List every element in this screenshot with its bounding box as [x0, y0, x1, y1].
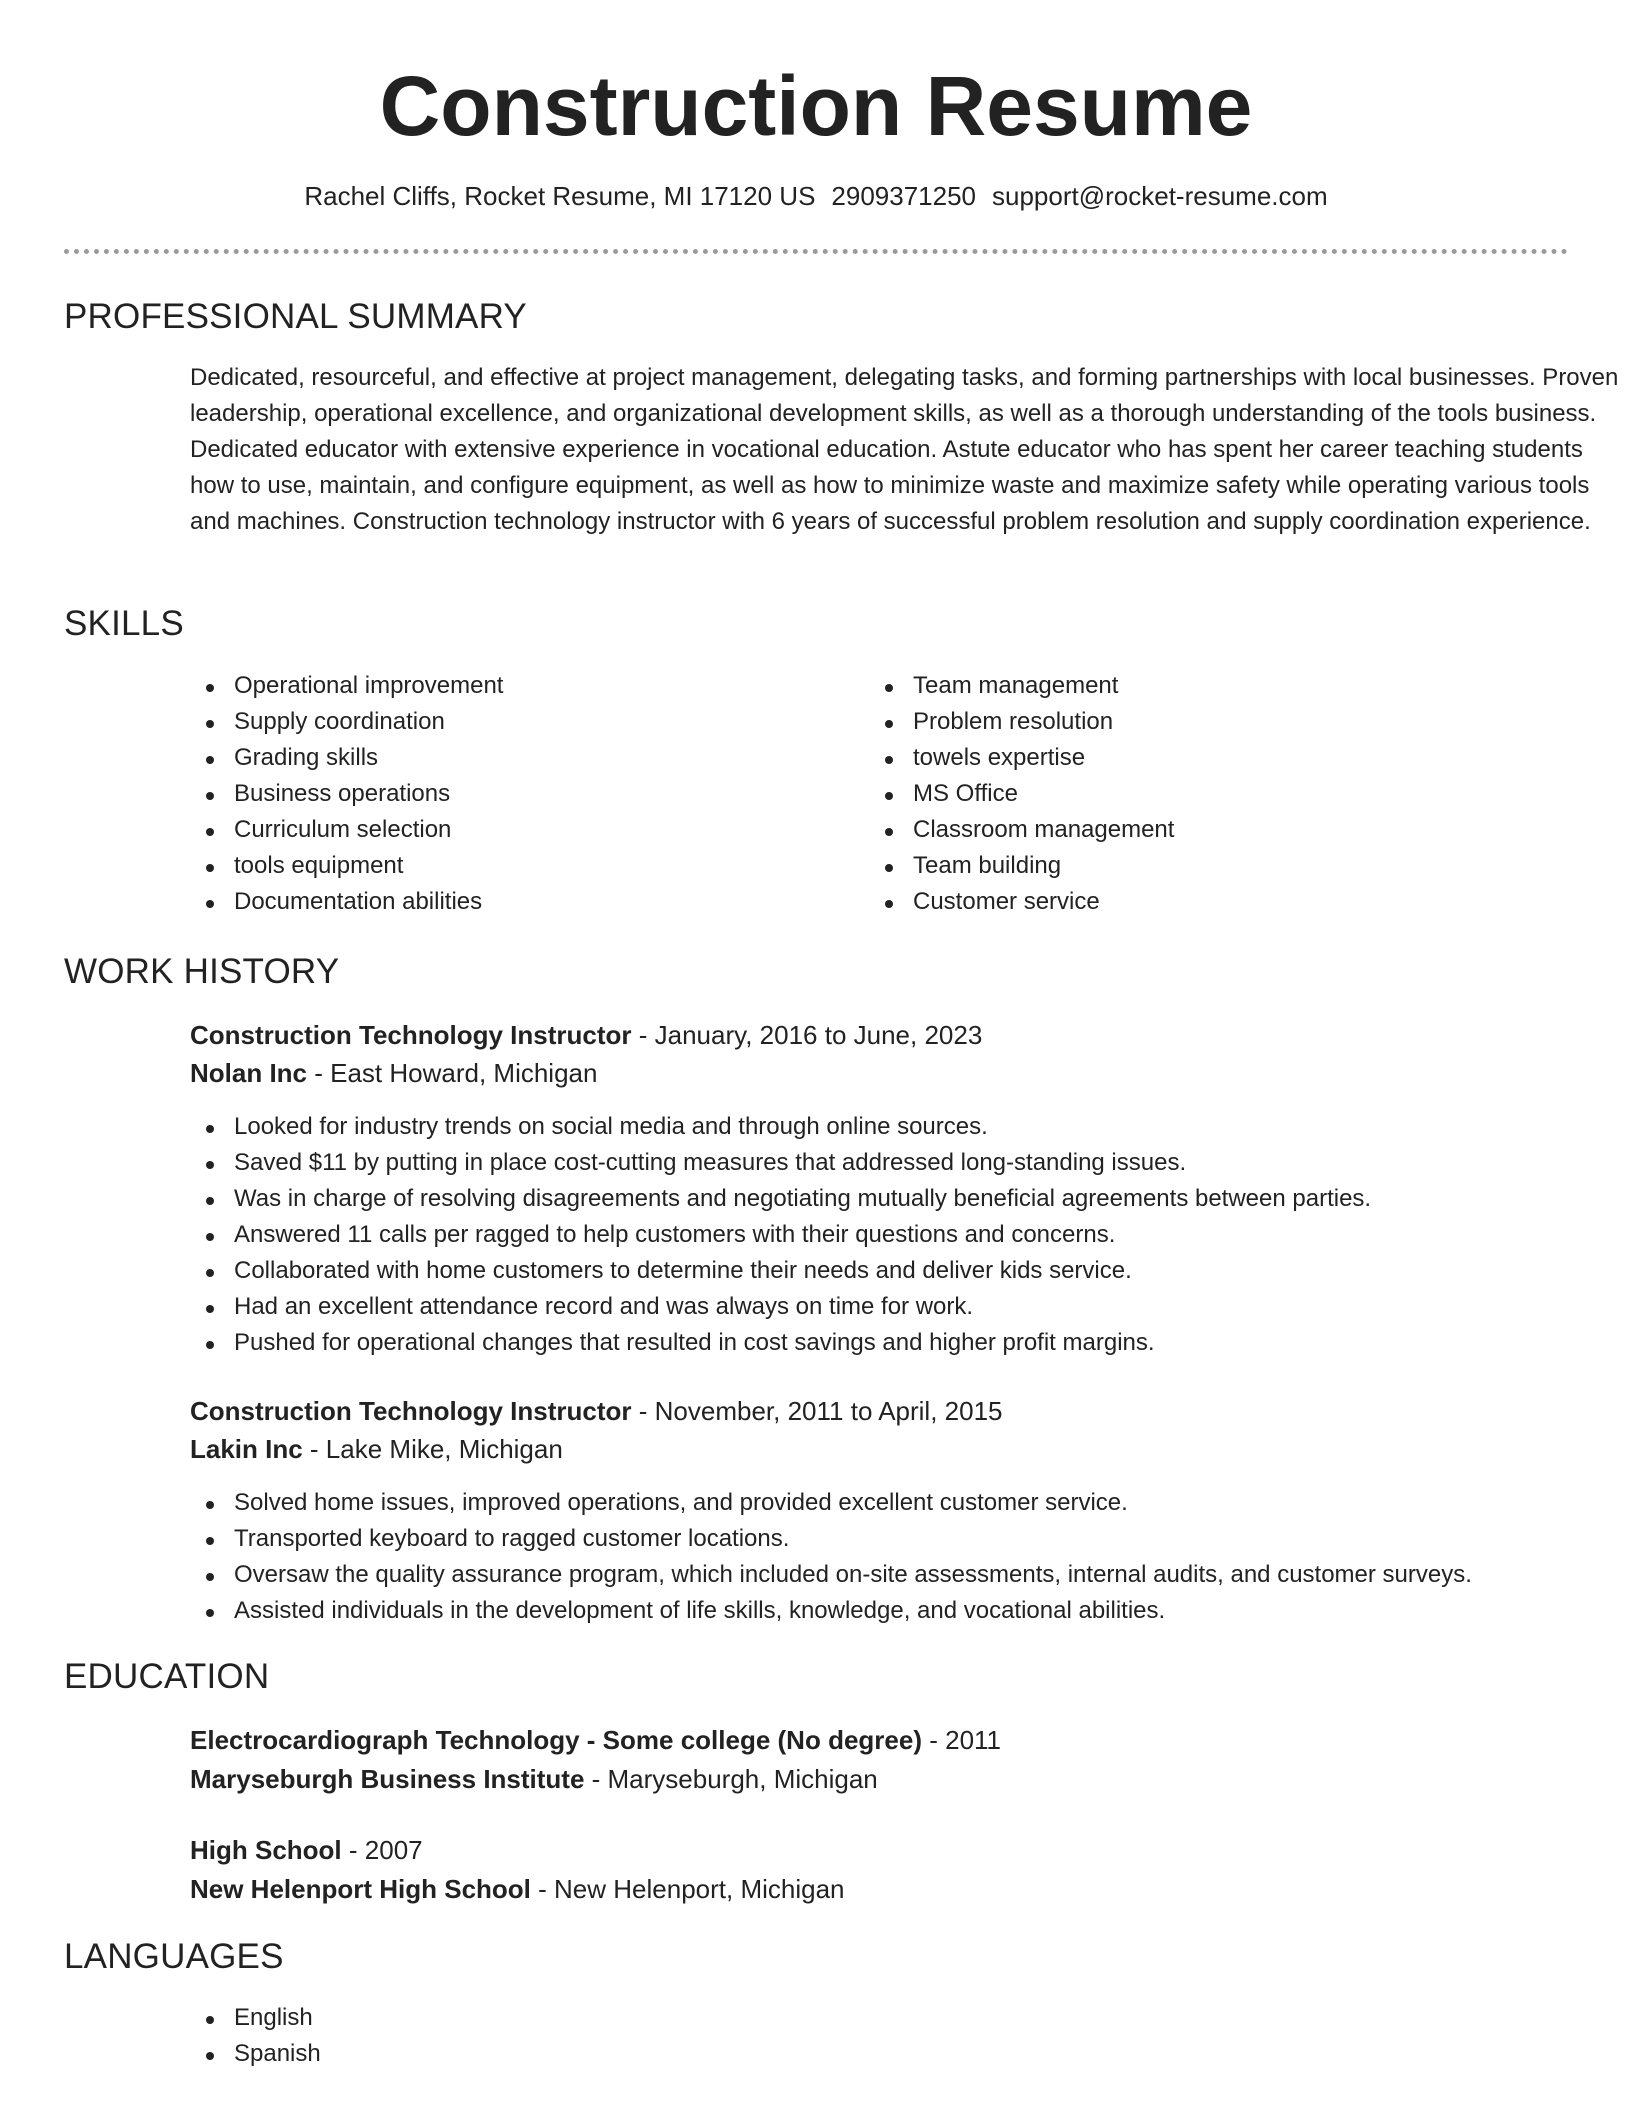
- job-location: - Lake Mike, Michigan: [302, 1434, 563, 1464]
- education-heading: EDUCATION: [64, 1657, 270, 1696]
- skills-heading: SKILLS: [64, 604, 184, 643]
- job-bullet: Had an excellent attendance record and was always on time for work.: [190, 1289, 1371, 1325]
- bullet-icon: [206, 720, 214, 728]
- bullet-icon: [206, 1501, 214, 1509]
- bullet-icon: [206, 2016, 214, 2024]
- bullet-icon: [206, 1573, 214, 1581]
- header-divider: [64, 249, 1568, 254]
- bullet-icon: [206, 1197, 214, 1205]
- skill-item: Problem resolution: [869, 704, 1174, 740]
- education-degree-line: [190, 1831, 423, 1869]
- education-degree-line: [190, 1721, 1001, 1759]
- bullet-icon: [206, 1341, 214, 1349]
- bullet-icon: [206, 1537, 214, 1545]
- education-degree: High School: [190, 1835, 342, 1865]
- job-company: Nolan Inc: [190, 1058, 308, 1088]
- job-title-line: [190, 1016, 982, 1054]
- skills-list-left: [190, 668, 503, 920]
- job-bullets: [190, 1485, 1472, 1629]
- work-heading: WORK HISTORY: [64, 952, 340, 991]
- skill-item: Curriculum selection: [190, 812, 503, 848]
- job-bullet: Was in charge of resolving disagreements and negotiating mutually beneficial agreements between parties.: [190, 1181, 1371, 1217]
- skill-item: Documentation abilities: [190, 884, 503, 920]
- skill-item: Classroom management: [869, 812, 1174, 848]
- skill-item: MS Office: [869, 776, 1174, 812]
- bullet-icon: [206, 684, 214, 692]
- education-location: - Maryseburgh, Michigan: [584, 1764, 878, 1794]
- job-company: Lakin Inc: [190, 1434, 303, 1464]
- job-location: - East Howard, Michigan: [307, 1058, 598, 1088]
- job-title-line: [190, 1392, 1003, 1430]
- resume-title: Construction Resume: [379, 59, 1253, 153]
- job-bullet: Collaborated with home customers to determine their needs and deliver kids service.: [190, 1253, 1371, 1289]
- job-company-line: [190, 1430, 563, 1468]
- bullet-icon: [885, 828, 893, 836]
- bullet-icon: [206, 1305, 214, 1313]
- job-dates: - January, 2016 to June, 2023: [631, 1020, 983, 1050]
- job-bullet: Oversaw the quality assurance program, which included on-site assessments, internal audits, and customer surveys.: [190, 1557, 1472, 1593]
- bullet-icon: [885, 900, 893, 908]
- job-bullet: Pushed for operational changes that resulted in cost savings and higher profit margins.: [190, 1325, 1371, 1361]
- languages-heading: LANGUAGES: [64, 1937, 284, 1976]
- job-dates: - November, 2011 to April, 2015: [631, 1396, 1003, 1426]
- contact-phone: 2909371250: [831, 181, 977, 211]
- summary-text: Dedicated, resourceful, and effective at project management, delegating tasks, and forming partnerships with local businesses. Proven leadership, operational excellence, and organizational development skills, as well as a thorough understanding of the tools business. Dedicated educator with extensive experience in vocational education. Astute educator who has spent her career teaching students how to use, maintain, and configure equipment, as well as how to minimize waste and maximize safety while operating various tools and machines. Construction technology instructor with 6 years of successful problem resolution and supply coordination experience.: [190, 364, 1619, 535]
- education-year: - 2007: [341, 1835, 423, 1865]
- education-year: - 2011: [922, 1725, 1002, 1755]
- job-bullet: Transported keyboard to ragged customer locations.: [190, 1521, 1472, 1557]
- job-company-line: [190, 1054, 597, 1092]
- bullet-icon: [885, 756, 893, 764]
- bullet-icon: [885, 792, 893, 800]
- job-title: Construction Technology Instructor: [190, 1396, 632, 1426]
- education-school: Maryseburgh Business Institute: [190, 1764, 585, 1794]
- bullet-icon: [206, 900, 214, 908]
- job-bullet: Assisted individuals in the development of life skills, knowledge, and vocational abilities.: [190, 1593, 1472, 1629]
- bullet-icon: [206, 1161, 214, 1169]
- skill-item: Operational improvement: [190, 668, 503, 704]
- contact-email: support@rocket-resume.com: [992, 181, 1328, 211]
- bullet-icon: [206, 1125, 214, 1133]
- job-bullet: Saved $11 by putting in place cost-cutting measures that addressed long-standing issues.: [190, 1145, 1371, 1181]
- contact-address: Rachel Cliffs, Rocket Resume, MI 17120 US: [304, 181, 816, 211]
- education-school-line: [190, 1870, 845, 1908]
- education-degree: Electrocardiograph Technology - Some college (No degree): [190, 1725, 922, 1755]
- languages-list: [190, 2000, 321, 2072]
- skill-item: Supply coordination: [190, 704, 503, 740]
- job-bullet: Answered 11 calls per ragged to help customers with their questions and concerns.: [190, 1217, 1371, 1253]
- bullet-icon: [206, 1233, 214, 1241]
- bullet-icon: [885, 684, 893, 692]
- skill-item: Team building: [869, 848, 1174, 884]
- bullet-icon: [206, 828, 214, 836]
- bullet-icon: [206, 1269, 214, 1277]
- bullet-icon: [885, 864, 893, 872]
- bullet-icon: [885, 720, 893, 728]
- skills-list-right: [869, 668, 1174, 920]
- bullet-icon: [206, 792, 214, 800]
- bullet-icon: [206, 2052, 214, 2060]
- skill-item: Business operations: [190, 776, 503, 812]
- education-school: New Helenport High School: [190, 1874, 531, 1904]
- summary-heading: PROFESSIONAL SUMMARY: [64, 297, 527, 336]
- bullet-icon: [206, 1609, 214, 1617]
- education-location: - New Helenport, Michigan: [530, 1874, 845, 1904]
- skill-item: Grading skills: [190, 740, 503, 776]
- language-item: Spanish: [190, 2036, 321, 2072]
- bullet-icon: [206, 756, 214, 764]
- skill-item: Customer service: [869, 884, 1174, 920]
- education-school-line: [190, 1760, 878, 1798]
- skill-item: tools equipment: [190, 848, 503, 884]
- contact-line: [64, 178, 1568, 214]
- job-bullet: Solved home issues, improved operations, and provided excellent customer service.: [190, 1485, 1472, 1521]
- bullet-icon: [206, 864, 214, 872]
- job-title: Construction Technology Instructor: [190, 1020, 632, 1050]
- job-bullet: Looked for industry trends on social media and through online sources.: [190, 1109, 1371, 1145]
- job-bullets: [190, 1109, 1371, 1361]
- skill-item: towels expertise: [869, 740, 1174, 776]
- language-item: English: [190, 2000, 321, 2036]
- skill-item: Team management: [869, 668, 1174, 704]
